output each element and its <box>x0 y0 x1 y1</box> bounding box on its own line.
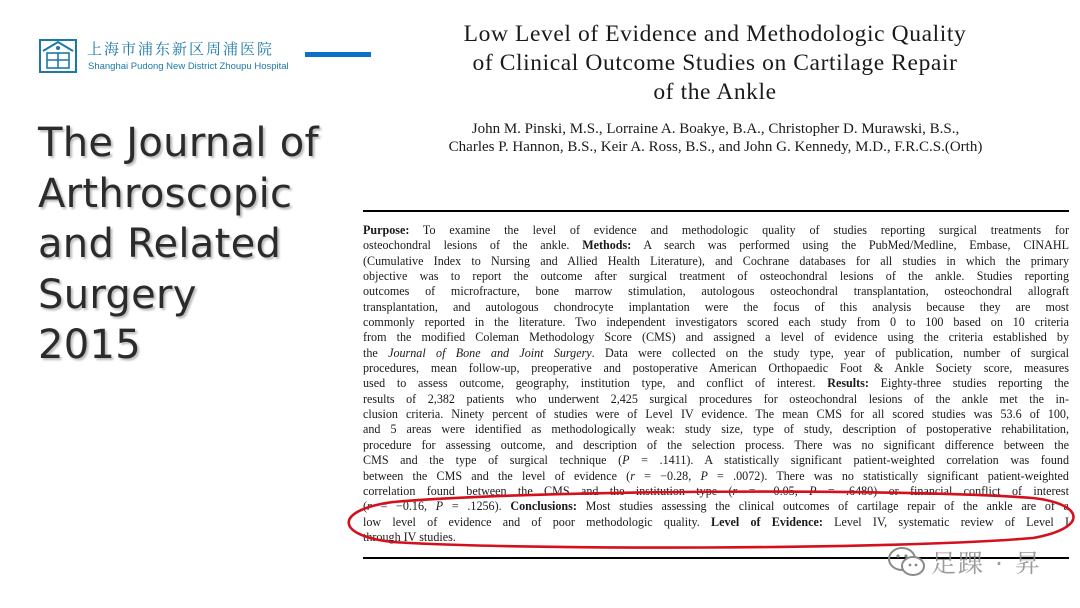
journal-title <box>38 118 348 371</box>
abstract-line: commonly reported in the literature. Two independent investigators scored each study from 0 to 100 based on 10 criteria <box>363 315 1069 330</box>
paper-title <box>400 20 1030 107</box>
wechat-icon <box>887 544 927 580</box>
paper-title-line: of the Ankle <box>653 79 777 105</box>
paper-title-line: of Clinical Outcome Studies on Cartilage Repair <box>472 50 958 76</box>
abstract-top-rule <box>363 210 1069 212</box>
hospital-logo <box>37 36 337 80</box>
methods-label: Methods: <box>582 238 632 253</box>
hospital-logo-icon <box>37 36 79 76</box>
level-of-evidence-label: Level of Evidence: <box>711 514 823 529</box>
paper-title-line: Low Level of Evidence and Methodologic Quality <box>463 21 967 47</box>
abstract-line: procedures, mean follow-up, preoperative and postoperative American Orthopaedic Foot & Ankle Society score, measures <box>363 361 1069 376</box>
abstract-line: outcomes of microfracture, bone marrow stimulation, autologous osteochondral transplantation, osteochondral allograft <box>363 284 1069 299</box>
abstract-line: used to assess outcome, geography, institution type, and conflict of interest. Results: Eighty-three studies reporting the <box>363 376 1069 391</box>
purpose-label: Purpose: <box>363 223 410 237</box>
conclusions-label: Conclusions: <box>510 499 577 514</box>
abstract-line: between the CMS and the level of evidence (r = −0.28, P = .0072). There was no statistically significant patient-weighted <box>363 468 1069 483</box>
author-line: Charles P. Hannon, B.S., Keir A. Ross, B.S., and John G. Kennedy, M.D., F.R.C.S.(Orth) <box>448 139 983 155</box>
journal-title-line: and Related <box>38 221 282 267</box>
abstract-line: clusion criteria. Ninety percent of studies were of Level IV evidence. The mean CMS for all scored studies was 53.6 of 100, <box>363 407 1069 422</box>
journal-title-line: The Journal of <box>38 120 319 166</box>
abstract-line: Purpose: To examine the level of evidence and methodologic quality of studies reporting surgical treatments for <box>363 223 1069 237</box>
abstract-line: objective was to report the outcome after surgical treatment of osteochondral lesions of the ankle. Studies reporting <box>363 269 1069 284</box>
journal-year: 2015 <box>38 322 141 368</box>
watermark-text: 足踝 · 昇 <box>931 549 1042 578</box>
abstract-line: procedure for assessing outcome, and description of the selection process. There was no significant difference between the <box>363 437 1069 452</box>
abstract-line: and 5 areas were identified as methodologically weak: study size, type of study, description of postoperative rehabilitation, <box>363 422 1069 437</box>
abstract-line: the Journal of Bone and Joint Surgery. Data were collected on the study type, year of publication, number of surgical <box>363 345 1069 360</box>
paper-authors <box>378 120 1053 156</box>
abstract-line: correlation found between the CMS and the institution type (r = −0.05, P = .6480) or financial conflict of interest <box>363 483 1069 498</box>
hospital-name-cn: 上海市浦东新区周浦医院 <box>87 40 275 58</box>
abstract-line: from the modified Coleman Methodology Score (CMS) and assigned a level of evidence using the criteria established by <box>363 330 1069 345</box>
abstract-line: osteochondral lesions of the ankle. Methods: A search was performed using the PubMed/Medline, Embase, CINAHL <box>363 238 1069 253</box>
abstract-line: low level of evidence and of poor methodologic quality. Level of Evidence: Level IV, systematic review of Level I <box>363 514 1069 529</box>
journal-citation: Journal of Bone and Joint Surgery <box>388 345 592 360</box>
abstract-line: (r = −0.16, P = .1256). Conclusions: Most studies assessing the clinical outcomes of cartilage repair of the ankle are of a <box>363 499 1069 514</box>
abstract-line: through IV studies. <box>363 529 456 544</box>
abstract-line: (Cumulative Index to Nursing and Allied Health Literature), and Cochrane databases for all studies in which the primary <box>363 253 1069 268</box>
abstract-line: CMS and the type of surgical technique (P = .1411). A statistically significant patient-weighted correlation was found <box>363 453 1069 468</box>
logo-accent-bar <box>305 52 371 57</box>
results-label: Results: <box>827 376 869 391</box>
abstract-line: results of 2,382 patients who underwent 2,425 surgical procedures for osteochondral lesions of the ankle met the in- <box>363 391 1069 406</box>
author-line: John M. Pinski, M.S., Lorraine A. Boakye, B.A., Christopher D. Murawski, B.S., <box>471 121 960 137</box>
abstract-line: transplantation, and autologous chondrocyte implantation were the focus of this analysis because they are most <box>363 299 1069 314</box>
hospital-name-en: Shanghai Pudong New District Zhoupu Hospital <box>88 61 289 72</box>
journal-title-line: Arthroscopic <box>38 170 293 217</box>
journal-title-line: Surgery <box>38 271 197 318</box>
watermark <box>887 540 1057 584</box>
abstract <box>363 223 1069 545</box>
